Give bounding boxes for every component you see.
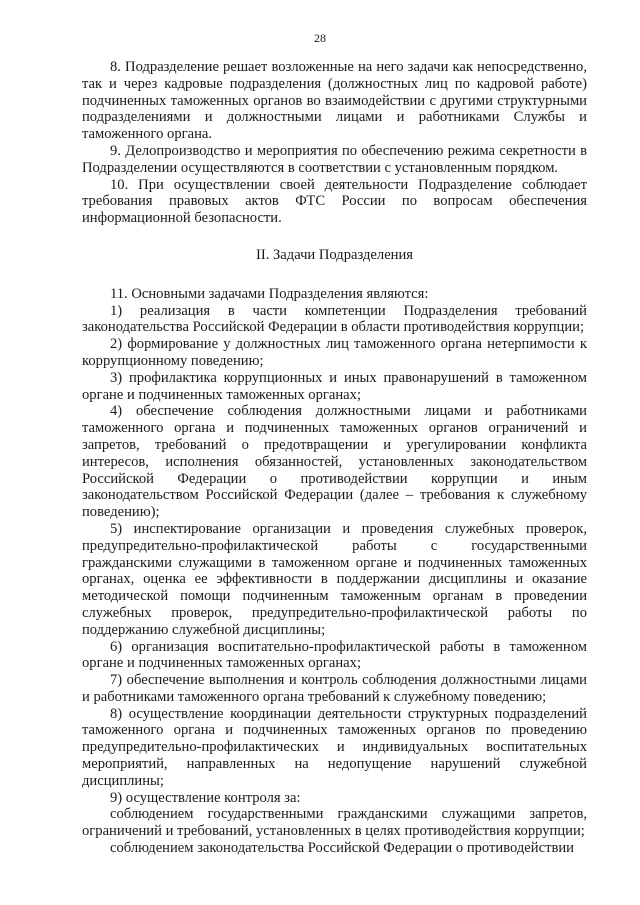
task-item-4: 4) обеспечение соблюдения должностными лицами и работниками таможенного органа и подчиненных таможенных органов ограничений и запретов, требований о предотвращении и урегулировании конфликта интересов, исполнения обязанностей, установленных законодательством Российской Федерации о противодействии коррупции и иным законодательством Российской Федерации (далее – требования к служебному поведению); [82, 403, 587, 521]
task-item-8: 8) осуществление координации деятельности структурных подразделений таможенного органа и подчиненных таможенных органов по проведению предупредительно-профилактических и индивидуальных воспитательных мероприятий, направленных на недопущение нарушений служебной дисциплины; [82, 705, 587, 789]
page-number: 28 [314, 31, 326, 45]
paragraph-10: 10. При осуществлении своей деятельности Подразделение соблюдает требования правовых актов ФТС России по вопросам обеспечения информационной безопасности. [82, 176, 587, 227]
document-body [82, 59, 587, 857]
task-item-2: 2) формирование у должностных лиц таможенного органа нетерпимости к коррупционному поведению; [82, 336, 587, 369]
task-item-1: 1) реализация в части компетенции Подразделения требований законодательства Российской Федерации в области противодействия коррупции; [82, 302, 587, 336]
task-item-7: 7) обеспечение выполнения и контроль соблюдения должностными лицами и работниками таможенного органа требований к служебному поведению; [82, 672, 587, 705]
paragraph-8: 8. Подразделение решает возложенные на него задачи как непосредственно, так и через кадровые подразделения (должностных лиц по кадровой работе) подчиненных таможенных органов во взаимодействии с другими структурными подразделениями и должностными лицами и работниками Службы и таможенного органа. [82, 59, 587, 143]
paragraph-11: 11. Основными задачами Подразделения являются: [110, 285, 429, 302]
task-item-5: 5) инспектирование организации и проведения служебных проверок, предупредительно-профилактической работы с государственными гражданскими служащими в таможенном органе и подчиненных таможенных органах, оценка ее эффективности в поддержании дисциплины и оказание методической помощи подчиненным таможенным органам в проведении служебных проверок, предупредительно-профилактической работы по поддержанию служебной дисциплины; [82, 520, 587, 638]
task-item-3: 3) профилактика коррупционных и иных правонарушений в таможенном органе и подчиненных таможенных органах; [82, 369, 587, 403]
section-heading: II. Задачи Подразделения [255, 246, 414, 263]
control-item-1: соблюдением государственными гражданскими служащими запретов, ограничений и требований, установленных в целях противодействия коррупции; [82, 806, 587, 840]
paragraph-9: 9. Делопроизводство и мероприятия по обеспечению режима секретности в Подразделении осуществляются в соответствии с установленным порядком. [82, 142, 587, 176]
task-item-9: 9) осуществление контроля за: [110, 789, 301, 806]
control-item-2: соблюдением законодательства Российской Федерации о противодействии [110, 840, 574, 857]
task-item-6: 6) организация воспитательно-профилактической работы в таможенном органе и подчиненных таможенных органах; [82, 638, 587, 672]
